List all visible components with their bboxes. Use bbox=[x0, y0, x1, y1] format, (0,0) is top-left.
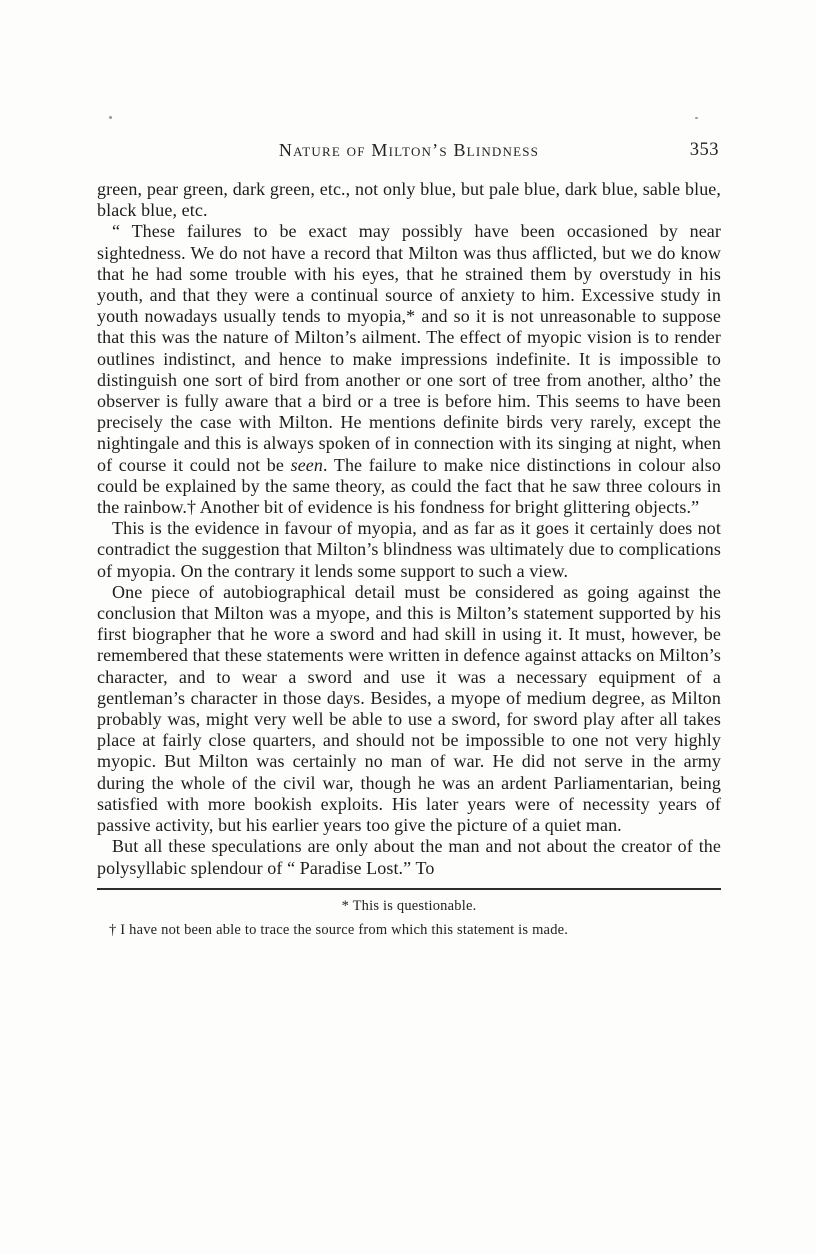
paragraph-text: . The failure to make nice distinctions in colour also could be explained by the same theory, as could the fact that he saw three colours in the rainbow.† Another bit of evidence is his fondness for bright glittering objects.” bbox=[97, 454, 721, 518]
footnote-asterisk: * This is questionable. bbox=[341, 897, 477, 914]
page-header bbox=[97, 140, 721, 164]
italic-word: seen bbox=[290, 454, 323, 475]
footnote-rule bbox=[97, 888, 721, 890]
page-body bbox=[97, 179, 721, 879]
page-title: Nature of Milton’s Blindness bbox=[278, 140, 540, 160]
paragraph-text: “ These failures to be exact may possibly have been occasioned by near sightedness. We do not have a record that Milton was thus afflicted, but we do know that he had some trouble with his eyes, that he strained them by overstudy in his youth, and that they were a continual source of anxiety to him. Excessive study in youth nowadays usually tends to myopia,* and so it is not unreasonable to suppose that this was the nature of Milton’s ailment. The effect of myopic vision is to render outlines indistinct, and hence to make impressions indefinite. It is impossible to distinguish one sort of bird from another or one sort of tree from another, altho’ the observer is fully aware that a bird or a tree is before him. This seems to have been precisely the case with Milton. He mentions definite birds very rarely, except the nightingale and this is always spoken of in connection with its singing at night, when of course it could not be bbox=[97, 221, 721, 475]
scan-speck bbox=[695, 117, 698, 119]
body-paragraph-continuation: green, pear green, dark green, etc., not only blue, but pale blue, dark blue, sable blue, black blue, etc. bbox=[97, 179, 721, 221]
body-paragraph-quote bbox=[97, 221, 721, 518]
scan-speck bbox=[109, 116, 112, 119]
footnotes-section bbox=[97, 888, 721, 940]
body-paragraph: One piece of autobiographical detail must be considered as going against the conclusion that Milton was a myope, and this is Milton’s statement supported by his first biographer that he wore a sword and had skill in using it. It must, however, be remembered that these statements were written in defence against attacks on Milton’s character, and to wear a sword and use it was a necessary equipment of a gentleman’s character in those days. Besides, a myope of medium degree, as Milton probably was, might very well be able to use a sword, for sword play after all takes place at fairly close quarters, and should not be impossible to one not very highly myopic. But Milton was certainly no man of war. He did not serve in the army during the whole of the civil war, though he was an ardent Parliamentarian, being satisfied with more bookish exploits. His later years were of necessity years of passive activity, but his earlier years too give the picture of a quiet man. bbox=[97, 581, 721, 836]
body-paragraph: This is the evidence in favour of myopia, and as far as it goes it certainly does not contradict the suggestion that Milton’s blindness was ultimately due to complications of myopia. On the contrary it lends some support to such a view. bbox=[97, 518, 721, 581]
footnote-dagger: † I have not been able to trace the source from which this statement is made. bbox=[109, 921, 569, 938]
page-number: 353 bbox=[689, 140, 719, 160]
body-paragraph: But all these speculations are only about the man and not about the creator of the polysyllabic splendour of “ Paradise Lost.” To bbox=[97, 836, 721, 878]
